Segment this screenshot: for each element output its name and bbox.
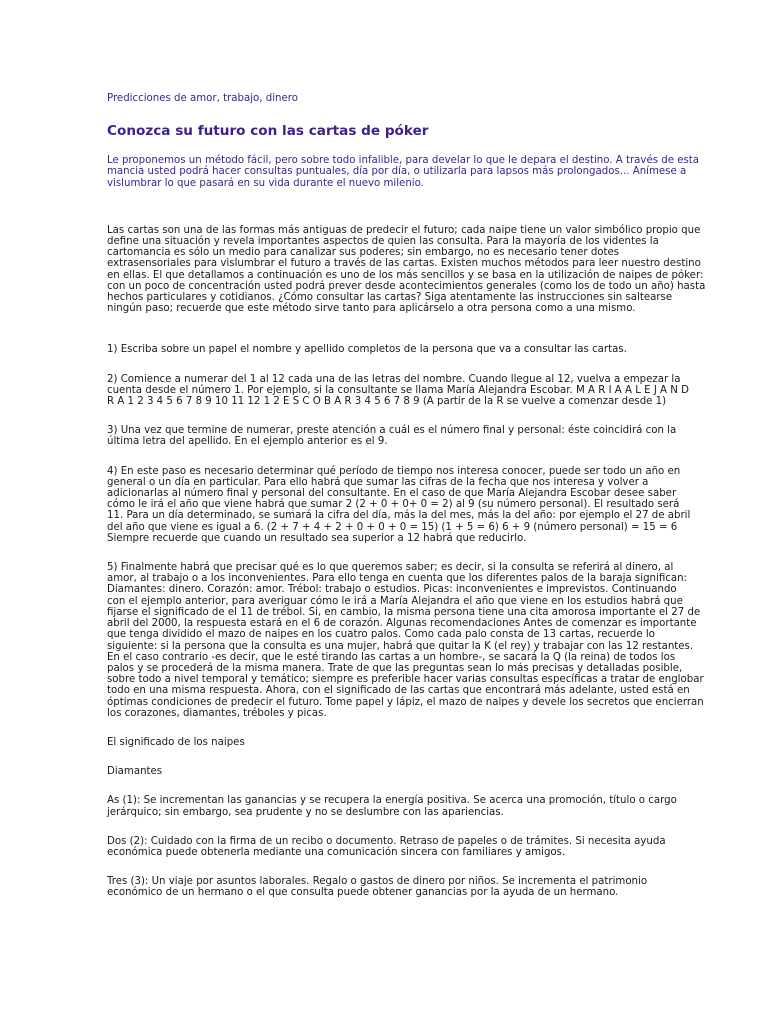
heading-significado: El significado de los naipes bbox=[107, 736, 245, 748]
paragraph-step-5: 5) Finalmente habrá que precisar qué es lo que queremos saber; es decir, si la consulta se referirá al dinero, al amor, al trabajo o a los inconvenientes. Para ello tenga en cuenta que los diferentes palos de la baraja significan: Diamantes: dinero. Corazón: amor. Trébol: trabajo o estudios. Picas: inconvenientes e imprevistos. Continuando con el ejemplo anterior, para averiguar cómo le irá a María Alejandra el año que viene en los estudios habrá que fijarse el significado de el 11 de trébol. Si, en cambio, la misma persona tiene una cita amorosa importante el 27 de abril del 2000, la respuesta estará en el 6 de corazón. Algunas recomendaciones Antes de comenzar es importante que tenga dividido el mazo de naipes en los cuatro palos. Como cada palo consta de 13 cartas, recuerde lo siguiente: si la persona que la consulta es una mujer, habrá que quitar la K (el rey) y trabajar con las 12 restantes. En el caso contrario -es decir, que le esté tirando las cartas a un hombre-, se sacará la Q (la reina) de todos los palos y se procederá de la misma manera. Trate de que las preguntas sean lo más precisas y detalladas posible, sobre todo a nivel temporal y temático; siempre es preferible hacer varias consultas específicas a tratar de englobar todo en una misma respuesta. Ahora, con el significado de las cartas que encontrará más adelante, usted está en óptimas condiciones de predecir el futuro. Tome papel y lápiz, el mazo de naipes y devele los secretos que encierran los corazones, diamantes, tréboles y picas. bbox=[107, 562, 704, 719]
document-body bbox=[107, 93, 727, 917]
heading-diamantes: Diamantes bbox=[107, 766, 163, 778]
paragraph-step-1: 1) Escriba sobre un papel el nombre y apellido completos de la persona que va a consultar las cartas. bbox=[107, 344, 627, 356]
card-dos: Dos (2): Cuidado con la firma de un recibo o documento. Retraso de papeles o de trámites. Si necesita ayuda económica puede obtenerla mediante una comunicación sincera con familiares y amigos. bbox=[107, 835, 666, 858]
paragraph-step-3: 3) Una vez que termine de numerar, preste atención a cuál es el número final y personal: éste coincidirá con la última letra del apellido. En el ejemplo anterior es el 9. bbox=[107, 425, 677, 448]
paragraph-overview: Las cartas son una de las formas más antiguas de predecir el futuro; cada naipe tiene un valor simbólico propio que define una situación y revela importantes aspectos de quien las consulta. Para la mayoría de los videntes la cartomancia es sólo un medio para canalizar sus poderes; sin embargo, no es necesario tener dotes extrasensoriales para vislumbrar el futuro a través de las cartas. Existen muchos métodos para leer nuestro destino en ellas. El que detallamos a continuación es uno de los más sencillos y se basa en la utilización de naipes de póker: con un poco de concentración usted podrá prever desde acontecimientos generales (como los de todo un año) hasta hechos particulares y cotidianos. ¿Cómo consultar las cartas? Siga atentamente las instrucciones sin saltearse ningún paso; recuerde que este método sirve tanto para aplicárselo a otra persona como a una mismo. bbox=[107, 224, 706, 315]
paragraph-step-2: 2) Comience a numerar del 1 al 12 cada una de las letras del nombre. Cuando llegue al 12, vuelva a empezar la cuenta desde el número 1. Por ejemplo, si la consultante se llama María Alejandra Escobar. M A R I A A L E J A N D R A 1 2 3 4 5 6 7 8 9 10 11 12 1 2 E S C O B A R 3 4 5 6 7 8 9 (A partir de la R se vuelve a comenzar desde 1) bbox=[107, 373, 689, 408]
paragraph-step-4: 4) En este paso es necesario determinar qué período de tiempo nos interesa conocer, puede ser todo un año en general o un día en particular. Para ello habrá que sumar las cifras de la fecha que nos interesa y volver a adicionarlas al número final y personal del consultante. En el caso de que María Alejandra Escobar desee saber cómo le irá el año que viene habrá que sumar 2 (2 + 0 + 0+ 0 = 2) al 9 (su número personal). El resultado será 11. Para un día determinado, se sumará la cifra del día, más la del mes, más la del año: por ejemplo el 27 de abril del año que viene es igual a 6. (2 + 7 + 4 + 2 + 0 + 0 + 0 = 15) (1 + 5 = 6) 6 + 9 (número personal) = 15 = 6 Siempre recuerde que cuando un resultado sea superior a 12 habrá que reducirlo. bbox=[107, 465, 691, 544]
intro-paragraph: Le proponemos un método fácil, pero sobre todo infalible, para develar lo que le depara el destino. A través de esta mancia usted podrá hacer consultas puntuales, día por día, o utilizarla para lapsos más prolongados... Anímese a vislumbrar lo que pasará en su vida durante el nuevo milenio. bbox=[107, 155, 700, 189]
article-title: Conozca su futuro con las cartas de póker bbox=[107, 123, 429, 140]
card-tres: Tres (3): Un viaje por asuntos laborales. Regalo o gastos de dinero por niños. Se incrementa el patrimonio económico de un hermano o el que consulta puede obtener ganancias por la ayuda de un hermano. bbox=[107, 876, 648, 899]
section-link[interactable]: Predicciones de amor, trabajo, dinero bbox=[107, 93, 298, 104]
card-as: As (1): Se incrementan las ganancias y se recupera la energía positiva. Se acerca una promoción, título o cargo jerárquico; sin embargo, sea prudente y no se deslumbre con las apariencias. bbox=[107, 795, 677, 818]
